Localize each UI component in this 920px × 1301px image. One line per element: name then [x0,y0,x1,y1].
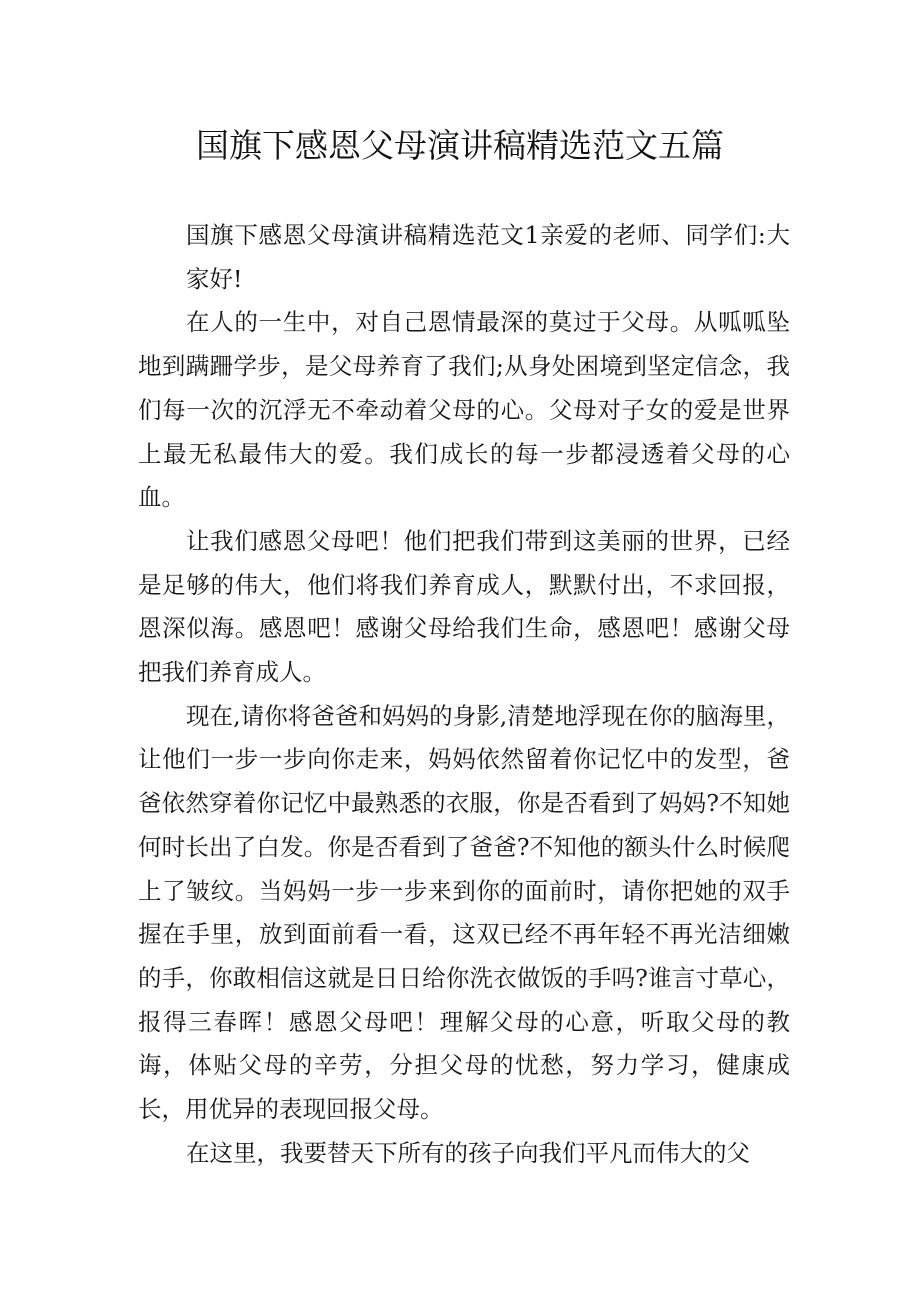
paragraph-greeting: 国旗下感恩父母演讲稿精选范文1亲爱的老师、同学们:大家好! [186,221,790,293]
paragraph-parents-love: 在人的一生中，对自己恩情最深的莫过于父母。从呱呱坠地到蹒跚学步，是父母养育了我们;从身处困境到坚定信念，我们每一次的沉浮无不牵动着父母的心。父母对子女的爱是世界上最无私最伟大的爱。我们成长的每一步都浸透着父母的心血。 [138,308,790,512]
paragraph-imagine-parents: 现在,请你将爸爸和妈妈的身影,清楚地浮现在你的脑海里，让他们一步一步向你走来，妈妈依然留着你记忆中的发型，爸爸依然穿着你记忆中最熟悉的衣服，你是否看到了妈妈?不知她何时长出了白发。你是否看到了爸爸?不知他的额头什么时候爬上了皱纹。当妈妈一步一步来到你的面前时，请你把她的双手握在手里，放到面前看一看，这双已经不再年轻不再光洁细嫩的手，你敢相信这就是日日给你洗衣做饭的手吗?谁言寸草心，报得三春晖！感恩父母吧！理解父母的心意，听取父母的教诲，体贴父母的辛劳，分担父母的忧愁，努力学习，健康成长，用优异的表现回报父母。 [138,701,790,1124]
paragraph-closing: 在这里，我要替天下所有的孩子向我们平凡而伟大的父 [186,1138,750,1167]
document-title: 国旗下感恩父母演讲稿精选范文五篇 [196,126,724,165]
document-body [138,214,790,1175]
paragraph-gratitude: 让我们感恩父母吧！他们把我们带到这美丽的世界，已经是足够的伟大，他们将我们养育成人，默默付出，不求回报，恩深似海。感恩吧！感谢父母给我们生命，感恩吧！感谢父母把我们养育成人。 [138,526,790,687]
